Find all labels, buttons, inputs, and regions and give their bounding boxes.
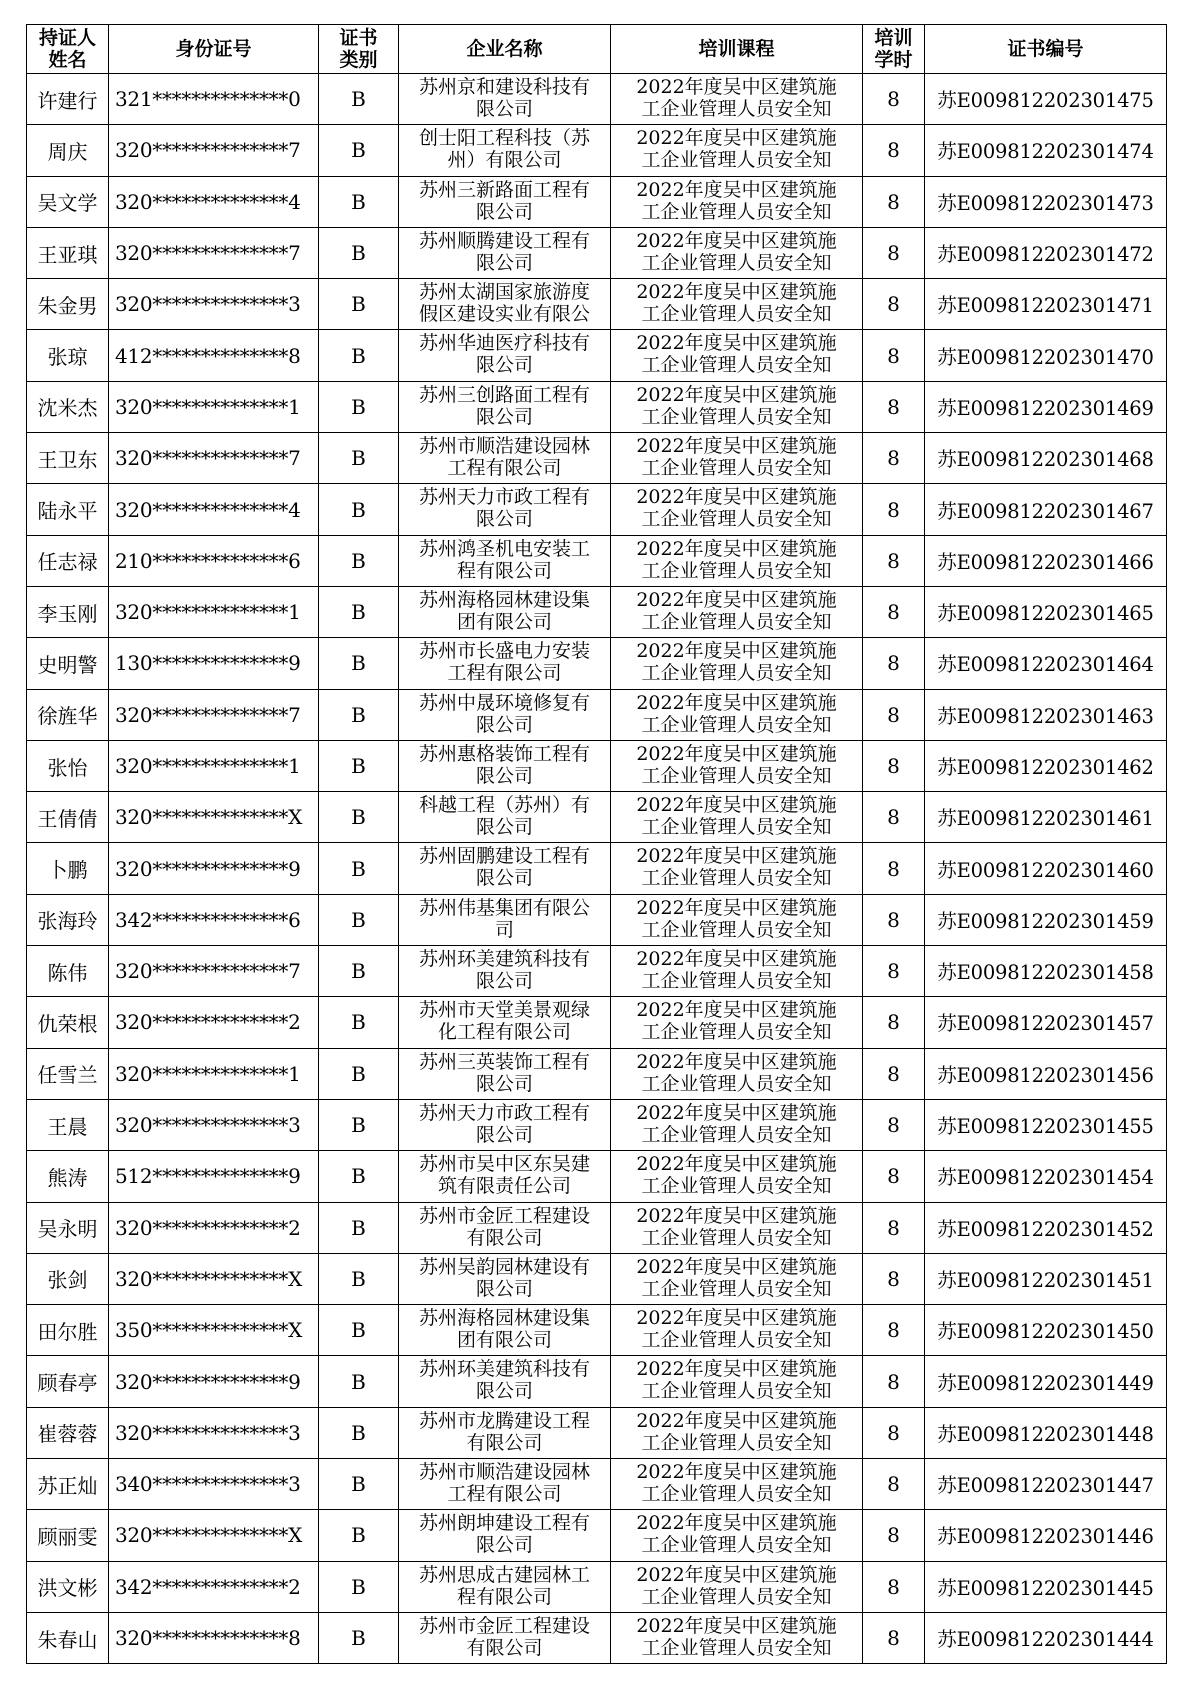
cell-cert-type: B [319,946,399,997]
table-row [27,894,1167,945]
cell-hours: 8 [863,1305,925,1356]
cell-cert-number: 苏E009812202301459 [925,894,1167,945]
table-row [27,227,1167,278]
cell-holder-name: 陆永平 [27,484,109,535]
cell-hours: 8 [863,946,925,997]
table-body [27,74,1167,1664]
cell-holder-name: 王卫东 [27,433,109,484]
cell-cert-number: 苏E009812202301470 [925,330,1167,381]
cell-course: 2022年度吴中区建筑施 工企业管理人员安全知 [611,689,863,740]
table-row [27,1253,1167,1304]
cell-cert-type: B [319,1151,399,1202]
cell-holder-name: 张怡 [27,740,109,791]
cell-id-number: 320**************2 [109,1202,319,1253]
cell-company: 苏州惠格装饰工程有 限公司 [399,740,611,791]
cell-hours: 8 [863,1099,925,1150]
cell-cert-type: B [319,1510,399,1561]
cell-company: 苏州顺腾建设工程有 限公司 [399,227,611,278]
header-company: 企业名称 [399,25,611,74]
cell-holder-name: 顾春亭 [27,1356,109,1407]
cell-cert-number: 苏E009812202301461 [925,792,1167,843]
cell-company: 苏州市金匠工程建设 有限公司 [399,1612,611,1663]
cell-hours: 8 [863,586,925,637]
cell-cert-number: 苏E009812202301452 [925,1202,1167,1253]
cell-holder-name: 王晨 [27,1099,109,1150]
cell-cert-type: B [319,1305,399,1356]
cell-course: 2022年度吴中区建筑施 工企业管理人员安全知 [611,1459,863,1510]
cell-course: 2022年度吴中区建筑施 工企业管理人员安全知 [611,1305,863,1356]
cell-cert-number: 苏E009812202301457 [925,997,1167,1048]
cell-company: 苏州伟基集团有限公 司 [399,894,611,945]
cell-holder-name: 洪文彬 [27,1561,109,1612]
cell-cert-type: B [319,1561,399,1612]
cell-id-number: 320**************X [109,1253,319,1304]
cell-cert-type: B [319,1459,399,1510]
table-row [27,1561,1167,1612]
cell-course: 2022年度吴中区建筑施 工企业管理人员安全知 [611,381,863,432]
cell-company: 苏州市顺浩建设园林 工程有限公司 [399,1459,611,1510]
cell-hours: 8 [863,689,925,740]
cell-holder-name: 吴文学 [27,176,109,227]
cell-id-number: 320**************3 [109,279,319,330]
table-row [27,1356,1167,1407]
cell-cert-type: B [319,1048,399,1099]
table-row [27,740,1167,791]
cell-cert-type: B [319,586,399,637]
certificate-table [26,24,1167,1664]
cell-cert-number: 苏E009812202301460 [925,843,1167,894]
table-row [27,330,1167,381]
cell-course: 2022年度吴中区建筑施 工企业管理人员安全知 [611,1151,863,1202]
cell-cert-type: B [319,330,399,381]
cell-id-number: 320**************4 [109,176,319,227]
table-row [27,381,1167,432]
cell-course: 2022年度吴中区建筑施 工企业管理人员安全知 [611,1202,863,1253]
cell-id-number: 320**************8 [109,1612,319,1663]
cell-hours: 8 [863,484,925,535]
table-row [27,638,1167,689]
cell-id-number: 130**************9 [109,638,319,689]
cell-cert-type: B [319,484,399,535]
cell-company: 苏州鸿圣机电安装工 程有限公司 [399,535,611,586]
cell-course: 2022年度吴中区建筑施 工企业管理人员安全知 [611,176,863,227]
cell-course: 2022年度吴中区建筑施 工企业管理人员安全知 [611,484,863,535]
table-row [27,433,1167,484]
cell-course: 2022年度吴中区建筑施 工企业管理人员安全知 [611,997,863,1048]
cell-cert-type: B [319,894,399,945]
cell-id-number: 320**************2 [109,997,319,1048]
cell-cert-type: B [319,843,399,894]
table-row [27,125,1167,176]
cell-course: 2022年度吴中区建筑施 工企业管理人员安全知 [611,792,863,843]
header-id-number: 身份证号 [109,25,319,74]
cell-hours: 8 [863,74,925,125]
cell-company: 苏州天力市政工程有 限公司 [399,1099,611,1150]
cell-hours: 8 [863,997,925,1048]
cell-cert-type: B [319,125,399,176]
table-row [27,1407,1167,1458]
cell-company: 苏州市金匠工程建设 有限公司 [399,1202,611,1253]
cell-holder-name: 张海玲 [27,894,109,945]
cell-company: 苏州中晟环境修复有 限公司 [399,689,611,740]
cell-holder-name: 吴永明 [27,1202,109,1253]
cell-course: 2022年度吴中区建筑施 工企业管理人员安全知 [611,1612,863,1663]
cell-holder-name: 陈伟 [27,946,109,997]
cell-holder-name: 卜鹏 [27,843,109,894]
cell-holder-name: 任雪兰 [27,1048,109,1099]
cell-cert-number: 苏E009812202301444 [925,1612,1167,1663]
cell-company: 苏州吴韵园林建设有 限公司 [399,1253,611,1304]
cell-hours: 8 [863,176,925,227]
cell-cert-number: 苏E009812202301468 [925,433,1167,484]
cell-course: 2022年度吴中区建筑施 工企业管理人员安全知 [611,125,863,176]
cell-cert-type: B [319,227,399,278]
cell-cert-type: B [319,176,399,227]
cell-cert-type: B [319,433,399,484]
cell-hours: 8 [863,1510,925,1561]
cell-cert-type: B [319,1407,399,1458]
cell-company: 苏州三创路面工程有 限公司 [399,381,611,432]
cell-holder-name: 徐旌华 [27,689,109,740]
cell-cert-type: B [319,740,399,791]
cell-id-number: 512**************9 [109,1151,319,1202]
cell-holder-name: 朱金男 [27,279,109,330]
cell-cert-type: B [319,279,399,330]
cell-hours: 8 [863,279,925,330]
cell-cert-number: 苏E009812202301469 [925,381,1167,432]
cell-id-number: 320**************7 [109,946,319,997]
cell-id-number: 412**************8 [109,330,319,381]
cell-hours: 8 [863,1202,925,1253]
cell-cert-type: B [319,638,399,689]
cell-holder-name: 田尔胜 [27,1305,109,1356]
cell-holder-name: 仇荣根 [27,997,109,1048]
table-row [27,792,1167,843]
cell-id-number: 321**************0 [109,74,319,125]
cell-cert-number: 苏E009812202301462 [925,740,1167,791]
cell-id-number: 320**************9 [109,1356,319,1407]
cell-cert-number: 苏E009812202301466 [925,535,1167,586]
cell-cert-number: 苏E009812202301475 [925,74,1167,125]
cell-cert-number: 苏E009812202301463 [925,689,1167,740]
cell-id-number: 342**************6 [109,894,319,945]
cell-hours: 8 [863,535,925,586]
cell-hours: 8 [863,894,925,945]
cell-hours: 8 [863,381,925,432]
cell-cert-type: B [319,997,399,1048]
table-row [27,997,1167,1048]
cell-holder-name: 苏正灿 [27,1459,109,1510]
cell-company: 苏州天力市政工程有 限公司 [399,484,611,535]
cell-cert-number: 苏E009812202301458 [925,946,1167,997]
cell-id-number: 320**************3 [109,1099,319,1150]
cell-holder-name: 张琼 [27,330,109,381]
cell-hours: 8 [863,1612,925,1663]
cell-course: 2022年度吴中区建筑施 工企业管理人员安全知 [611,894,863,945]
cell-course: 2022年度吴中区建筑施 工企业管理人员安全知 [611,433,863,484]
cell-hours: 8 [863,1151,925,1202]
header-hours: 培训 学时 [863,25,925,74]
cell-holder-name: 任志禄 [27,535,109,586]
cell-id-number: 320**************4 [109,484,319,535]
table-row [27,1510,1167,1561]
cell-id-number: 320**************1 [109,381,319,432]
cell-cert-number: 苏E009812202301471 [925,279,1167,330]
cell-hours: 8 [863,1407,925,1458]
cell-id-number: 320**************7 [109,227,319,278]
cell-course: 2022年度吴中区建筑施 工企业管理人员安全知 [611,279,863,330]
header-course: 培训课程 [611,25,863,74]
cell-course: 2022年度吴中区建筑施 工企业管理人员安全知 [611,1253,863,1304]
cell-cert-type: B [319,689,399,740]
cell-cert-type: B [319,1202,399,1253]
cell-course: 2022年度吴中区建筑施 工企业管理人员安全知 [611,586,863,637]
cell-cert-number: 苏E009812202301465 [925,586,1167,637]
cell-cert-number: 苏E009812202301454 [925,1151,1167,1202]
cell-holder-name: 史明警 [27,638,109,689]
cell-hours: 8 [863,638,925,689]
cell-company: 苏州市长盛电力安装 工程有限公司 [399,638,611,689]
cell-company: 苏州三英装饰工程有 限公司 [399,1048,611,1099]
table-row [27,946,1167,997]
cell-course: 2022年度吴中区建筑施 工企业管理人员安全知 [611,1048,863,1099]
cell-id-number: 342**************2 [109,1561,319,1612]
cell-hours: 8 [863,1048,925,1099]
table-row [27,1202,1167,1253]
cell-company: 苏州市顺浩建设园林 工程有限公司 [399,433,611,484]
table-row [27,843,1167,894]
cell-cert-type: B [319,1356,399,1407]
cell-cert-number: 苏E009812202301445 [925,1561,1167,1612]
header-holder-name: 持证人 姓名 [27,25,109,74]
cell-course: 2022年度吴中区建筑施 工企业管理人员安全知 [611,1510,863,1561]
table-row [27,1305,1167,1356]
cell-company: 苏州市天堂美景观绿 化工程有限公司 [399,997,611,1048]
cell-id-number: 350**************X [109,1305,319,1356]
cell-company: 苏州京和建设科技有 限公司 [399,74,611,125]
cell-hours: 8 [863,227,925,278]
cell-cert-type: B [319,1612,399,1663]
cell-course: 2022年度吴中区建筑施 工企业管理人员安全知 [611,1407,863,1458]
cell-company: 苏州朗坤建设工程有 限公司 [399,1510,611,1561]
table-row [27,1048,1167,1099]
cell-holder-name: 周庆 [27,125,109,176]
table-row [27,1612,1167,1663]
table-row [27,1151,1167,1202]
cell-cert-number: 苏E009812202301448 [925,1407,1167,1458]
header-row [27,25,1167,74]
cell-cert-number: 苏E009812202301450 [925,1305,1167,1356]
cell-cert-number: 苏E009812202301467 [925,484,1167,535]
table-row [27,176,1167,227]
table-row [27,689,1167,740]
cell-holder-name: 李玉刚 [27,586,109,637]
cell-id-number: 210**************6 [109,535,319,586]
cell-course: 2022年度吴中区建筑施 工企业管理人员安全知 [611,227,863,278]
cell-cert-type: B [319,535,399,586]
cell-company: 苏州环美建筑科技有 限公司 [399,1356,611,1407]
header-cert-number: 证书编号 [925,25,1167,74]
cell-id-number: 320**************1 [109,740,319,791]
table-row [27,484,1167,535]
cell-hours: 8 [863,843,925,894]
cell-id-number: 320**************3 [109,1407,319,1458]
cell-company: 苏州市吴中区东吴建 筑有限责任公司 [399,1151,611,1202]
cell-cert-number: 苏E009812202301451 [925,1253,1167,1304]
cell-company: 苏州太湖国家旅游度 假区建设实业有限公 [399,279,611,330]
cell-cert-number: 苏E009812202301472 [925,227,1167,278]
cell-cert-number: 苏E009812202301456 [925,1048,1167,1099]
cell-course: 2022年度吴中区建筑施 工企业管理人员安全知 [611,330,863,381]
header-cert-type: 证书 类别 [319,25,399,74]
cell-id-number: 320**************X [109,1510,319,1561]
cell-cert-number: 苏E009812202301455 [925,1099,1167,1150]
cell-cert-number: 苏E009812202301464 [925,638,1167,689]
cell-holder-name: 熊涛 [27,1151,109,1202]
cell-hours: 8 [863,1356,925,1407]
cell-company: 创士阳工程科技（苏 州）有限公司 [399,125,611,176]
cell-cert-type: B [319,1253,399,1304]
cell-hours: 8 [863,740,925,791]
cell-holder-name: 王亚琪 [27,227,109,278]
cell-holder-name: 沈米杰 [27,381,109,432]
cell-hours: 8 [863,1253,925,1304]
cell-id-number: 320**************X [109,792,319,843]
cell-hours: 8 [863,1459,925,1510]
cell-holder-name: 朱春山 [27,1612,109,1663]
cell-course: 2022年度吴中区建筑施 工企业管理人员安全知 [611,1099,863,1150]
cell-id-number: 320**************9 [109,843,319,894]
cell-id-number: 320**************1 [109,1048,319,1099]
cell-company: 苏州海格园林建设集 团有限公司 [399,586,611,637]
cell-hours: 8 [863,330,925,381]
cell-hours: 8 [863,433,925,484]
cell-company: 苏州三新路面工程有 限公司 [399,176,611,227]
cell-holder-name: 顾丽雯 [27,1510,109,1561]
cell-cert-number: 苏E009812202301474 [925,125,1167,176]
cell-id-number: 340**************3 [109,1459,319,1510]
cell-company: 苏州华迪医疗科技有 限公司 [399,330,611,381]
cell-holder-name: 王倩倩 [27,792,109,843]
table-row [27,1099,1167,1150]
cell-id-number: 320**************7 [109,433,319,484]
table-row [27,535,1167,586]
cell-company: 苏州思成古建园林工 程有限公司 [399,1561,611,1612]
cell-cert-type: B [319,1099,399,1150]
cell-cert-number: 苏E009812202301446 [925,1510,1167,1561]
cell-hours: 8 [863,125,925,176]
cell-cert-number: 苏E009812202301449 [925,1356,1167,1407]
cell-cert-number: 苏E009812202301447 [925,1459,1167,1510]
cell-id-number: 320**************1 [109,586,319,637]
table-row [27,279,1167,330]
cell-cert-type: B [319,74,399,125]
cell-course: 2022年度吴中区建筑施 工企业管理人员安全知 [611,946,863,997]
cell-company: 苏州环美建筑科技有 限公司 [399,946,611,997]
cell-company: 苏州固鹏建设工程有 限公司 [399,843,611,894]
cell-company: 科越工程（苏州）有 限公司 [399,792,611,843]
table-row [27,74,1167,125]
cell-cert-type: B [319,381,399,432]
cell-id-number: 320**************7 [109,125,319,176]
cell-company: 苏州海格园林建设集 团有限公司 [399,1305,611,1356]
cell-course: 2022年度吴中区建筑施 工企业管理人员安全知 [611,843,863,894]
cell-cert-type: B [319,792,399,843]
cell-holder-name: 崔蓉蓉 [27,1407,109,1458]
cell-hours: 8 [863,792,925,843]
cell-company: 苏州市龙腾建设工程 有限公司 [399,1407,611,1458]
cell-hours: 8 [863,1561,925,1612]
cell-course: 2022年度吴中区建筑施 工企业管理人员安全知 [611,638,863,689]
cell-course: 2022年度吴中区建筑施 工企业管理人员安全知 [611,535,863,586]
cell-cert-number: 苏E009812202301473 [925,176,1167,227]
table-row [27,586,1167,637]
cell-course: 2022年度吴中区建筑施 工企业管理人员安全知 [611,740,863,791]
table-row [27,1459,1167,1510]
cell-course: 2022年度吴中区建筑施 工企业管理人员安全知 [611,1356,863,1407]
cell-course: 2022年度吴中区建筑施 工企业管理人员安全知 [611,74,863,125]
cell-course: 2022年度吴中区建筑施 工企业管理人员安全知 [611,1561,863,1612]
cell-holder-name: 张剑 [27,1253,109,1304]
cell-id-number: 320**************7 [109,689,319,740]
cell-holder-name: 许建行 [27,74,109,125]
